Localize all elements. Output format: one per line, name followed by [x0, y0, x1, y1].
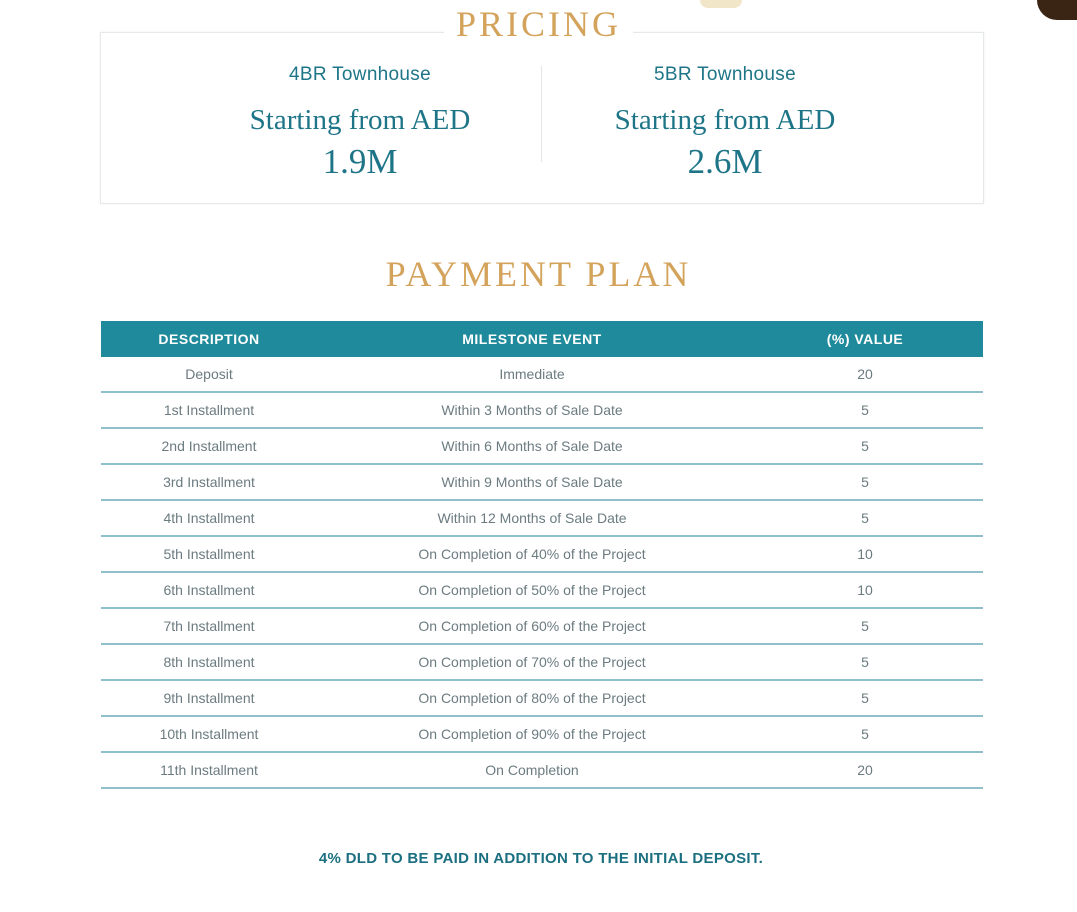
description-cell: 3rd Installment: [101, 464, 317, 500]
description-cell: 1st Installment: [101, 392, 317, 428]
table-row: [101, 536, 983, 572]
dld-footnote: 4% DLD TO BE PAID IN ADDITION TO THE INITIAL DEPOSIT.: [318, 850, 764, 867]
value-cell: 5: [747, 392, 983, 428]
milestone-cell: On Completion of 80% of the Project: [317, 680, 747, 716]
milestone-cell: Within 12 Months of Sale Date: [317, 500, 747, 536]
value-cell: 5: [747, 500, 983, 536]
description-cell: 5th Installment: [101, 536, 317, 572]
description-cell: 8th Installment: [101, 644, 317, 680]
milestone-cell: Within 6 Months of Sale Date: [317, 428, 747, 464]
description-cell: 11th Installment: [101, 752, 317, 788]
milestone-cell: On Completion: [317, 752, 747, 788]
price-card-5br: [525, 62, 925, 182]
milestone-cell: Immediate: [317, 357, 747, 392]
description-cell: 7th Installment: [101, 608, 317, 644]
pricing-heading: [0, 6, 1077, 42]
milestone-cell: Within 3 Months of Sale Date: [317, 392, 747, 428]
value-cell: 5: [747, 644, 983, 680]
milestone-cell: On Completion of 60% of the Project: [317, 608, 747, 644]
table-row: [101, 680, 983, 716]
milestone-cell: Within 9 Months of Sale Date: [317, 464, 747, 500]
table-row: [101, 428, 983, 464]
unit-type: 5BR Townhouse: [654, 64, 796, 85]
value-cell: 20: [747, 357, 983, 392]
table-row: [101, 572, 983, 608]
table-row: [101, 608, 983, 644]
milestone-cell: On Completion of 50% of the Project: [317, 572, 747, 608]
value-cell: 5: [747, 608, 983, 644]
unit-type: 4BR Townhouse: [289, 64, 431, 85]
column-header-description: DESCRIPTION: [101, 321, 317, 357]
price-value: 1.9M: [322, 142, 398, 181]
table-row: [101, 752, 983, 788]
value-cell: 5: [747, 464, 983, 500]
table-header-row: [101, 321, 983, 357]
value-cell: 5: [747, 680, 983, 716]
price-card-4br: [160, 62, 560, 182]
description-cell: 6th Installment: [101, 572, 317, 608]
table-row: [101, 464, 983, 500]
milestone-cell: On Completion of 40% of the Project: [317, 536, 747, 572]
table-row: [101, 392, 983, 428]
column-header-value: (%) VALUE: [747, 321, 983, 357]
value-cell: 5: [747, 716, 983, 752]
value-cell: 10: [747, 536, 983, 572]
milestone-cell: On Completion of 70% of the Project: [317, 644, 747, 680]
table-body: [101, 357, 983, 788]
table-row: [101, 500, 983, 536]
milestone-cell: On Completion of 90% of the Project: [317, 716, 747, 752]
table-row: [101, 357, 983, 392]
price-value: 2.6M: [687, 142, 763, 181]
pricing-heading-text: PRICING: [444, 4, 633, 44]
starting-from-label: Starting from AED: [249, 104, 471, 136]
value-cell: 20: [747, 752, 983, 788]
column-header-milestone: MILESTONE EVENT: [317, 321, 747, 357]
starting-from-label: Starting from AED: [614, 104, 836, 136]
description-cell: 9th Installment: [101, 680, 317, 716]
payment-plan-heading: PAYMENT PLAN: [385, 254, 692, 294]
table-row: [101, 644, 983, 680]
payment-plan-table: [101, 321, 983, 789]
description-cell: 4th Installment: [101, 500, 317, 536]
table-row: [101, 716, 983, 752]
description-cell: 2nd Installment: [101, 428, 317, 464]
value-cell: 10: [747, 572, 983, 608]
value-cell: 5: [747, 428, 983, 464]
description-cell: 10th Installment: [101, 716, 317, 752]
description-cell: Deposit: [101, 357, 317, 392]
